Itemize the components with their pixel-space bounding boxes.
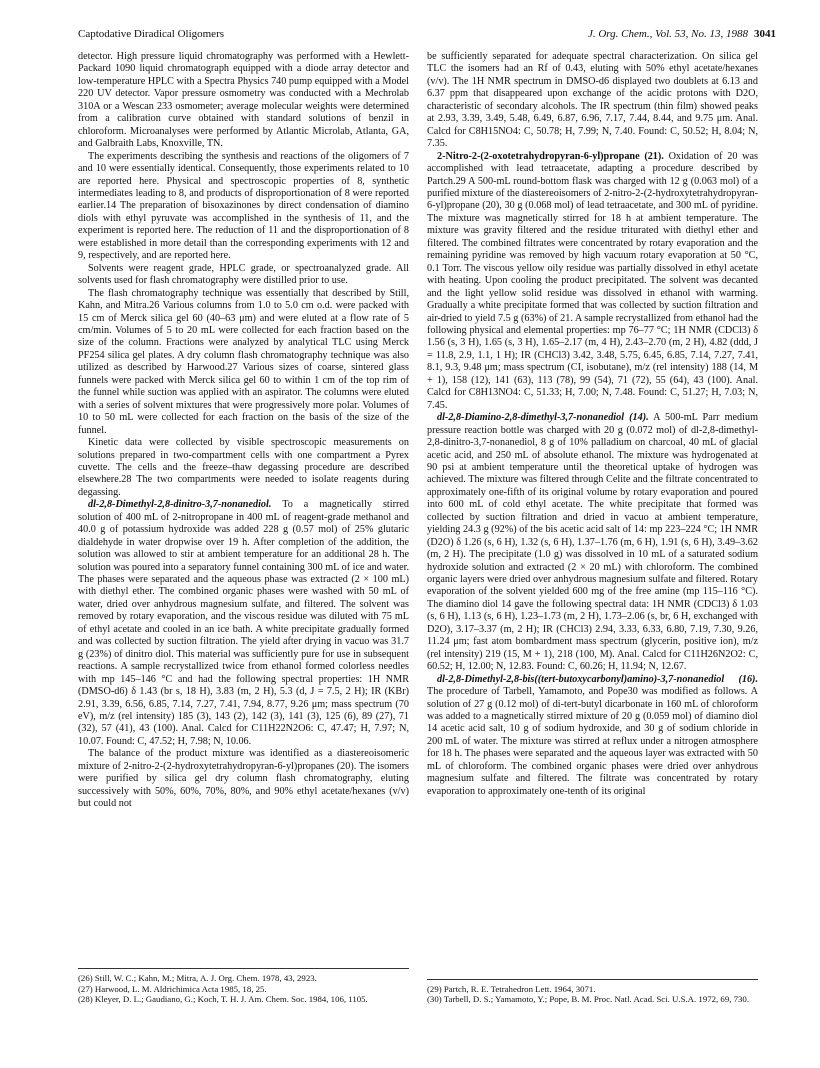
paragraph: The experiments describing the synthesis and reactions of the oligomers of 7 and 10 were essentially identical. Consequently, those experiments related to 10 are reported here. Physical and spectroscopic properties of 8, synthetic intermediates leading to 8, and products of disproportionation of 8 were reported earlier.14 The preparation of bisoxazinones by direct condensation of diamino diols with ethyl pyruvate was accomplished in the synthesis of 11, and the experiment is reported here. The reduction of 11 and the disproportionation of 8 were established in more detail than the corresponding experiments with 12 and 9, respectively, and are reported here. [78,150,409,262]
footnote: (26) Still, W. C.; Kahn, M.; Mitra, A. J. Org. Chem. 1978, 43, 2923. [78,973,317,984]
paragraph [427,674,758,799]
paragraph-body: Oxidation of 20 was accomplished with lead tetraacetate, adapting a procedure described by Partch.29 A 500-mL round-bottom flask was charged with 12 g (0.063 mol) of a purified mixture of the diastereoisomers of 2-nitro-2-(2-hydroxytetrahydropyran-6-yl)propane (20), 30 g (0.068 mol) of lead tetraacetate, and 300 mL of pyridine. The mixture was magnetically stirred for 18 h at ambient temperature. The mixture was gravity filtered and the residue triturated with diethyl ether and filtered. The combined filtrates were concentrated by rotary evaporation and the remaining pyridine was removed by high vacuum rotary evaporation at 50 °C, 0.1 Torr. The viscous yellow oily residue was partially dissolved in ethyl acetate with heating. Upon cooling the product precipitated. The solvent was decanted and the light yellow solid residue was dissolved in ethanol with warming. Gradually a white precipitate formed that was collected by suction filtration and air-dried to yield 7.5 g (63%) of 21. A sample recrystallized from ethanol had the following physical and elemental properties: mp 76–77 °C; 1H NMR (CDCl3) δ 1.56 (s, 3 H), 1.65 (s, 3 H), 1.65–2.17 (m, 4 H), 2.43–2.70 (m, 2 H), 4.82 (ddd, J = 11.8, 2.9, 1.1, 1 H); IR (CHCl3) 3.42, 3.48, 5.75, 6.45, 6.85, 7.14, 7.27, 7.41, 8.1, 9.3, 9.48 μm; mass spectrum (CI, isobutane), m/z (rel intensity) 188 (14, M + 1), 158 (12), 141 (63), 113 (78), 99 (54), 71 (72), 55 (64), 43 (100). Anal. Calcd for C8H13NO4: C, 51.33; H, 7.00; N, 7.48. Found: C, 51.27; H, 7.03; N, 7.45. [427,150,758,411]
compound-heading: dl-2,8-Dimethyl-2,8-dinitro-3,7-nonanediol. [88,499,272,511]
footnote: (29) Partch, R. E. Tetrahedron Lett. 1964, 3071. [427,983,596,994]
paragraph-body: The procedure of Tarbell, Yamamoto, and Pope30 was modified as follows. A solution of 27 g (0.12 mol) of di-tert-butyl dicarbonate in 160 mL of chloroform was added to a magnetically stirred mixture of 20 g (0.059 mol) of diamino diol 14 acetic acid salt, 10 g of sodium hydroxide, and 30 g of sodium chloride in 200 mL of water. The mixture was stirred at reflux under a nitrogen atmosphere for 18 h. The phases were separated and the aqueous layer was extracted with 50 mL of chloroform. The combined organic phases were dried over anhydrous magnesium sulfate and filtered. The filtrate was concentrated by rotary evaporation to approximately one-tenth of its original [427,686,758,797]
paragraph: Kinetic data were collected by visible spectroscopic measurements on solutions prepared in two-compartment cells with one compartment a Pyrex cuvette. The cells and the freeze–thaw degassing procedure are described elsewhere.28 The two compartments were needed to isolate reagents during degassing. [78,437,409,498]
compound-heading: 2-Nitro-2-(2-oxotetrahydropyran-6-yl)propane (21). [437,150,664,162]
right-footnotes [427,979,758,1005]
footnote: (30) Tarbell, D. S.; Yamamoto, Y.; Pope, B. M. Proc. Natl. Acad. Sci. U.S.A. 1972, 69, 730. [427,994,750,1005]
journal-citation: J. Org. Chem., Vol. 53, No. 13, 1988 [587,28,748,40]
paragraph-body: A 500-mL Parr medium pressure reaction bottle was charged with 20 g (0.072 mol) of dl-2,8-dimethyl-2,8-dinitro-3,7-nonanediol, 8 g of 10% palladium on charcoal, 40 mL of glacial acetic acid, and 250 mL of absolute ethanol. The mixture was hydrogenated at 90 psi at ambient temperature until the theoretical uptake of hydrogen was achieved. The mixture was filtered through Celite and the filtrate concentrated to approximately one-fifth of its original volume by rotary evaporation and poured into 600 mL of cold ethyl acetate. The white precipitate that formed was collected by suction filtration and dried in vacuo at ambient temperature, yielding 24.3 g (92%) of the bis acetic acid salt of 14: mp 223–224 °C; 1H NMR (D2O) δ 1.26 (s, 6 H), 1.32 (s, 6 H), 1.37–1.76 (m, 6 H), 1.91 (s, 6 H), 3.49–3.62 (m, 2 H). The precipitate (1.0 g) was dissolved in 10 mL of a saturated sodium hydroxide solution and extracted (2 × 20 mL) with chloroform. The combined organic layers were dried over anhydrous magnesium sulfate and filtered. Rotary evaporation of the solvent yielded 600 mg of the free amine (mp 115–116 °C). The diamino diol 14 gave the following spectral data: 1H NMR (CDCl3) δ 1.03 (s, 6 H), 1.13 (s, 6 H), 1.23–1.73 (m, 2 H), 1.73–2.06 (s, br, 6 H, exchanged with D2O), 3.17–3.37 (m, 2 H); IR (CHCl3) 2.94, 3.33, 6.33, 6.80, 7.19, 7.30, 9.26, 11.24 μm; fast atom bombardment mass spectrum (glycerin, positive ion), m/z (rel intensity) 219 (15, M + 1), 218 (100, M). Anal. Calcd for C11H26N2O2: C, 60.52; H, 12.00; N, 12.83. Found: C, 60.26; H, 11.94; N, 12.67. [427,412,758,673]
header-right [588,28,776,41]
compound-heading: dl-2,8-Diamino-2,8-dimethyl-3,7-nonanediol (14). [437,412,649,424]
paragraph: detector. High pressure liquid chromatography was performed with a Hewlett-Packard 1090 liquid chromatograph equipped with a diode array detector and low-temperature HPLC with a Spectra Physics 740 pump equipped with a Model 220 UV detector. Vapor pressure osmometry was conducted with a Mechrolab 310A or a Wescan 233 osmometer; average molecular weights were determined from a calibration curve obtained with standard solutions of benzil in chloroform. Microanalyses were performed by Atlantic Microlab, Atlanta, GA, and Galbraith Labs, Knoxville, TN. [78,51,409,150]
paragraph: be sufficiently separated for adequate spectral characterization. On silica gel TLC the isomers had an Rf of 0.43, eluting with 50% ethyl acetate/hexanes (v/v). The 1H NMR spectrum in DMSO-d6 displayed two doublets at 6.13 and 6.37 ppm that disappeared upon exchange of the acidic protons with D2O, characteristic of secondary alcohols. The IR spectrum (thin film) showed peaks at 2.93, 3.39, 3.49, 5.48, 6.49, 6.87, 6.96, 7.17, 7.44, 8.44, and 9.75 μm. Anal. Calcd for C8H15NO4: C, 50.78; H, 7.99; N, 7.40. Found: C, 50.52; H, 8.04; N, 7.35. [427,51,758,150]
paragraph [427,151,758,413]
compound-heading: dl-2,8-Dimethyl-2,8-bis((tert-butoxycarbonyl)amino)-3,7-nonanediol (16). [437,673,758,685]
left-column [78,51,409,1005]
right-column [427,51,758,1005]
text-columns [78,51,776,1005]
paragraph-body: To a magnetically stirred solution of 400 mL of 2-nitropropane in 400 mL of reagent-grade methanol and 40.0 g of potassium hydroxide was added 228 g (0.57 mol) of 25% glutaric dialdehyde in water dropwise over 19 h. After completion of the addition, the solution was allowed to stir at ambient temperature for an additional 28 h. The solution was poured into a separatory funnel containing 300 mL of ice and water. The phases were separated and the aqueous phase was extracted (2 × 100 mL) with diethyl ether. The combined organic phases were washed with 50 mL of water, dried over anhydrous magnesium sulfate, and filtered. The solvent was removed by rotary evaporation, and the viscous residue was diluted with 75 mL of ethyl acetate and cooled in an ice bath. A white precipitate gradually formed and was collected by suction filtration. The yield after drying in vacuo was 31.7 g (23%) of dinitro diol. This material was sufficiently pure for use in subsequent reactions. A sample recrystallized twice from ethanol formed colorless needles with mp 145–146 °C and had the following spectral properties: 1H NMR (DMSO-d6) δ 1.43 (br s, 18 H), 3.83 (m, 2 H), 5.3 (d, J = 7.5, 2 H); IR (KBr) 2.91, 3.39, 6.56, 6.85, 7.14, 7.27, 7.41, 7.94, 8.77, 9.26 μm; mass spectrum (70 eV), m/z (rel intensity) 185 (3), 143 (2), 142 (3), 141 (3), 125 (6), 89 (27), 71 (32), 57 (41), 43 (100). Anal. Calcd for C11H22N2O6: C, 47.47; H, 7.97; N, 10.07. Found: C, 47.52; H, 7.98; N, 10.06. [78,499,409,747]
paragraph [78,499,409,748]
footnote: (28) Kleyer, D. L.; Gaudiano, G.; Koch, T. H. J. Am. Chem. Soc. 1984, 106, 1105. [78,994,368,1005]
paragraph [427,412,758,674]
paragraph: Solvents were reagent grade, HPLC grade, or spectroanalyzed grade. All solvents used for flash chromatography were distilled prior to use. [78,262,409,287]
left-column-body [78,51,409,968]
left-footnotes [78,968,409,1005]
paragraph: The balance of the product mixture was identified as a diastereoisomeric mixture of 2-nitro-2-(2-hydroxytetrahydropyran-6-yl)propanes (20). The isomers were purified by silica gel dry column flash chromatography, eluting successively with 50%, 60%, 70%, 80%, and 90% ethyl acetate/hexanes (v/v) but could not [78,748,409,810]
right-column-body [427,51,758,979]
running-header [78,28,776,41]
paragraph: The flash chromatography technique was essentially that described by Still, Kahn, and Mitra.26 Various columns from 1.0 to 5.0 cm o.d. were packed with 15 cm of Merck silica gel 60 (40–63 μm) and were eluted at a flow rate of 5 cm/min. Volumes of 5 to 20 mL were collected for each fraction based on the size of the column. Fractions were analyzed by analytical TLC using Merck PF254 silica gel plates. A dry column flash chromatography technique was also utilized as described by Harwood.27 Various sizes of coarse, sintered glass funnels were packed with Merck silica gel 60 to within 1 cm of the top rim of the funnel while suction was applied with an aspirator. The columns were eluted with a series of solvent mixtures that were progressively more polar. Volumes of 10 to 50 mL were collected for each fraction on the basis of the size of the funnel. [78,287,409,436]
running-title: Captodative Diradical Oligomers [78,28,225,40]
page-number: 3041 [754,28,776,40]
footnote: (27) Harwood, L. M. Aldrichimica Acta 1985, 18, 25. [78,983,267,994]
